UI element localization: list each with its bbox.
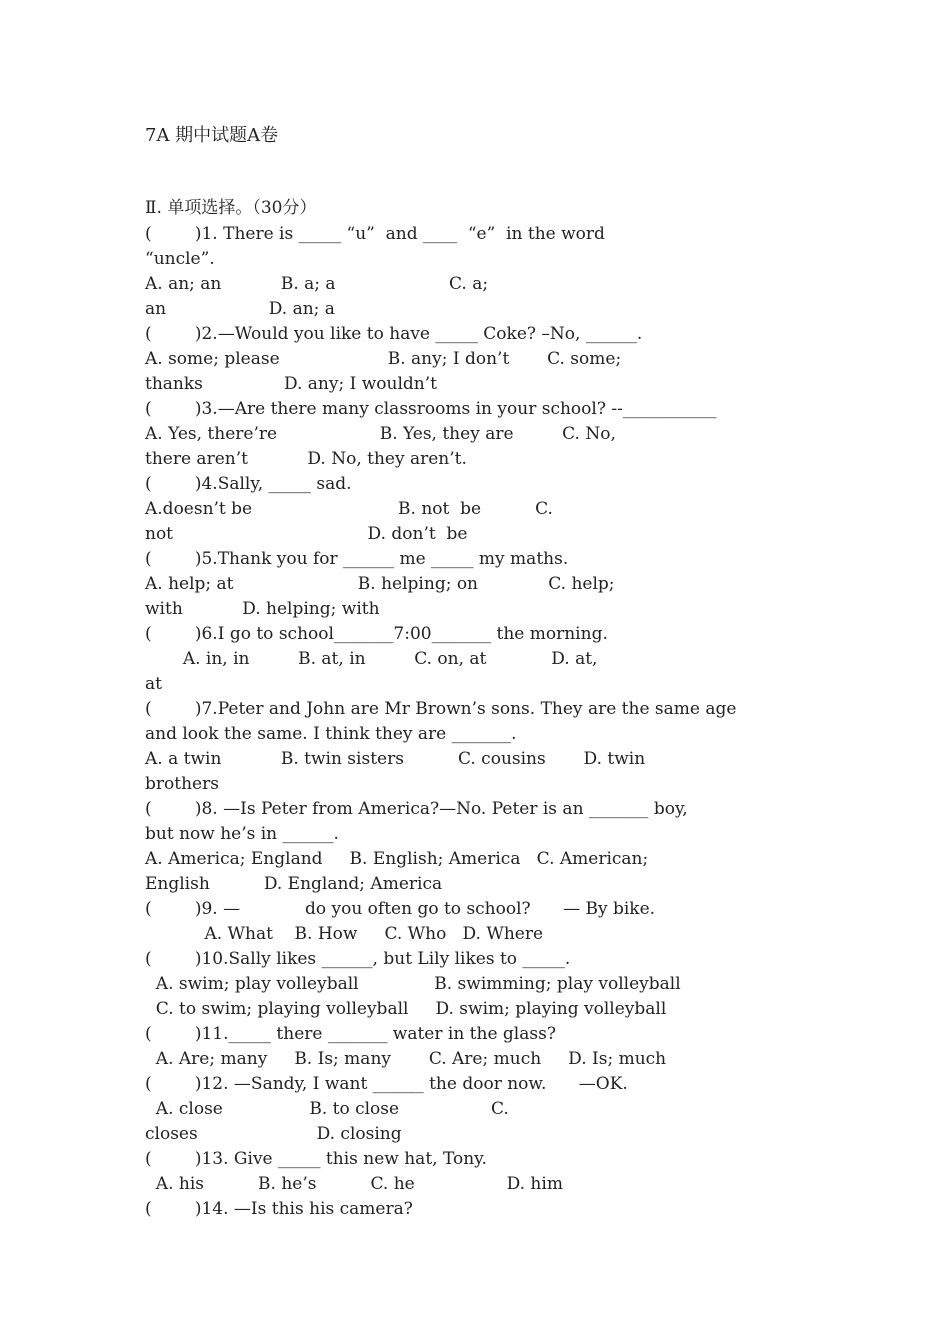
document-line: brothers [145,774,219,794]
document-line: ( )3.—Are there many classrooms in your school? --___________ [145,399,717,419]
document-line: ( )5.Thank you for ______ me _____ my maths. [145,549,569,569]
document-line: with D. helping; with [145,599,380,619]
section-heading: Ⅱ. 单项选择。（30分） [145,198,317,218]
document-line: and look the same. I think they are _______. [145,724,517,744]
document-line: but now he’s in ______. [145,824,339,844]
document-line: A.doesn’t be B. not be C. [145,499,553,519]
document-line: not D. don’t be [145,524,468,544]
document-line: A. What B. How C. Who D. Where [145,924,544,944]
document-line: at [145,674,162,694]
document-line: “uncle”. [145,249,215,269]
document-line: A. an; an B. a; a C. a; [145,274,489,294]
document-line: ( )1. There is _____ “u” and ____ “e” in the word [145,224,605,244]
document-line: ( )14. —Is this his camera? [145,1199,413,1219]
document-line: A. his B. he’s C. he D. him [145,1174,563,1194]
document-line: English D. England; America [145,874,443,894]
document-line: A. Yes, there’re B. Yes, they are C. No, [145,424,616,444]
document-line: A. close B. to close C. [145,1099,509,1119]
document-line: ( )11._____ there _______ water in the glass? [145,1024,556,1044]
document-line: A. some; please B. any; I don’t C. some; [145,349,622,369]
document-line: ( )8. —Is Peter from America?—No. Peter is an _______ boy, [145,799,688,819]
document-line: A. in, in B. at, in C. on, at D. at, [145,649,598,669]
document-line: A. a twin B. twin sisters C. cousins D. twin [145,749,646,769]
document-line: ( )4.Sally, _____ sad. [145,474,352,494]
document-line: ( )10.Sally likes ______, but Lily likes to _____. [145,949,571,969]
document-line: ( )7.Peter and John are Mr Brown’s sons. They are the same age [145,699,737,719]
document-line: C. to swim; playing volleyball D. swim; playing volleyball [145,999,667,1019]
document-line: ( )12. —Sandy, I want ______ the door now. —OK. [145,1074,628,1094]
document-line: ( )13. Give _____ this new hat, Tony. [145,1149,487,1169]
document-line: A. Are; many B. Is; many C. Are; much D. Is; much [145,1049,667,1069]
document-line: closes D. closing [145,1124,402,1144]
document-line: A. swim; play volleyball B. swimming; play volleyball [145,974,681,994]
document-line: there aren’t D. No, they aren’t. [145,449,467,469]
document-line: A. America; England B. English; America C. American; [145,849,649,869]
document-line: ( )2.—Would you like to have _____ Coke? –No, ______. [145,324,643,344]
document-line: thanks D. any; I wouldn’t [145,374,437,394]
document-line: ( )9. — do you often go to school? — By bike. [145,899,656,919]
document-line: an D. an; a [145,299,335,319]
document-line: A. help; at B. helping; on C. help; [145,574,615,594]
document-line: ( )6.I go to school_______7:00_______ the morning. [145,624,608,644]
document-title: 7A 期中试题A卷 [145,125,279,146]
